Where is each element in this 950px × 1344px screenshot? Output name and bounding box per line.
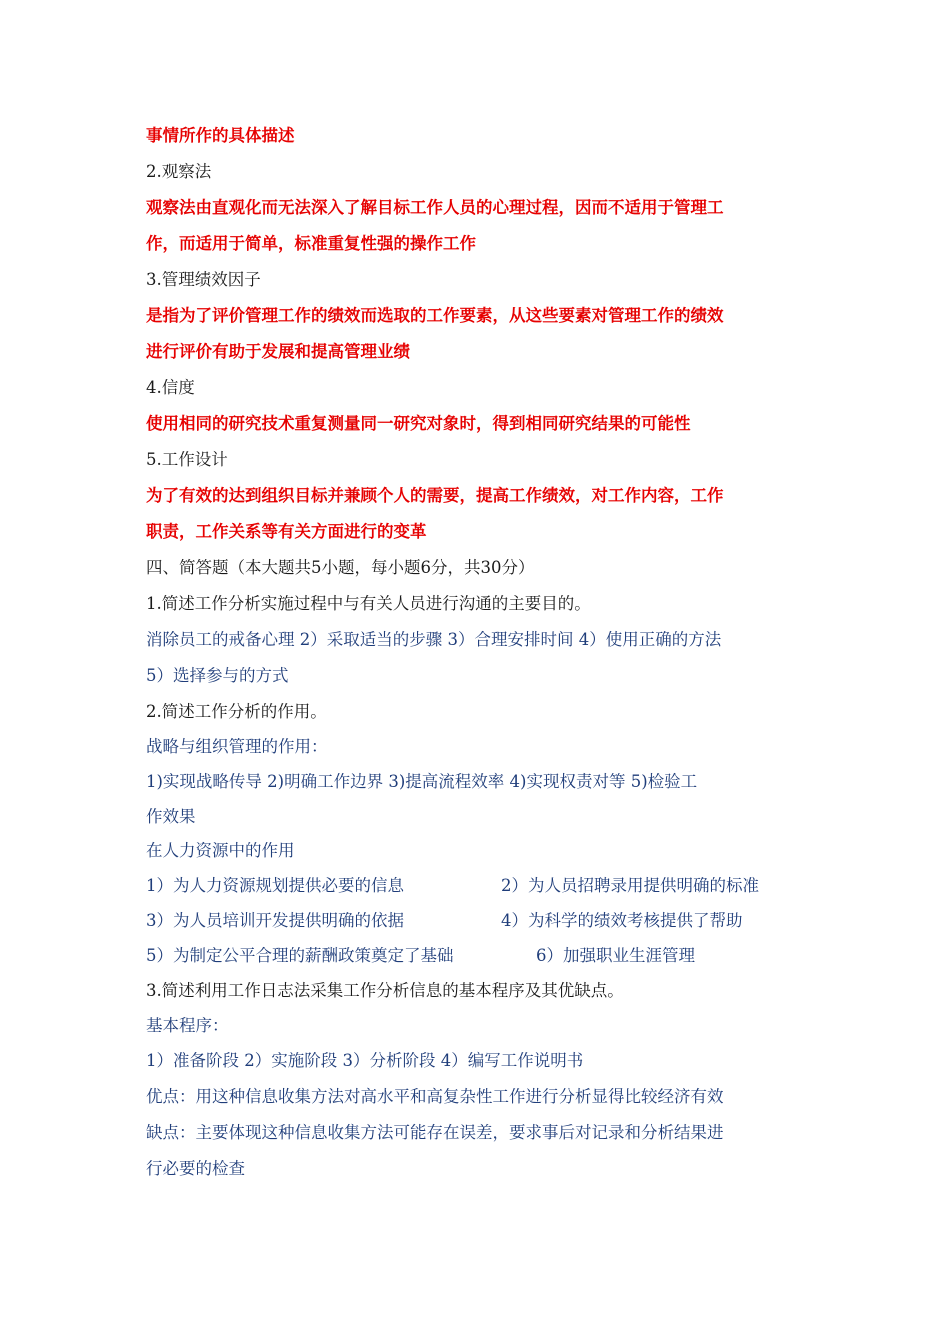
hr-role-item: 3）为人员培训开发提供明确的依据 — [146, 911, 404, 930]
question-communication-purpose: 1.简述工作分析实施过程中与有关人员进行沟通的主要目的。 — [146, 594, 591, 613]
answer-performance-factor-line-2: 进行评价有助于发展和提高管理业绩 — [146, 342, 410, 361]
answer-job-design-line-2: 职责，工作关系等有关方面进行的变革 — [146, 522, 427, 541]
question-job-design: 5.工作设计 — [146, 450, 228, 469]
answer-communication-line-2: 5）选择参与的方式 — [146, 666, 289, 685]
answer-disadvantages-line-1: 缺点：主要体现这种信息收集方法可能存在误差，要求事后对记录和分析结果进 — [146, 1123, 724, 1142]
hr-roles-row-3 — [146, 938, 812, 973]
question-performance-factor: 3.管理绩效因子 — [146, 270, 261, 289]
answer-observation-line-2: 作，而适用于简单，标准重复性强的操作工作 — [146, 234, 476, 253]
document-body — [146, 118, 812, 1187]
hr-role-item: 2）为人员招聘录用提供明确的标准 — [501, 876, 759, 895]
hr-roles-row-2 — [146, 903, 812, 938]
answer-job-design-line-1: 为了有效的达到组织目标并兼顾个人的需要，提高工作绩效，对工作内容，工作 — [146, 486, 724, 505]
answer-strategy-line-2: 作效果 — [146, 807, 196, 826]
hr-role-item: 6）加强职业生涯管理 — [536, 946, 695, 965]
answer-communication-line-1: 消除员工的戒备心理 2）采取适当的步骤 3）合理安排时间 4）使用正确的方法 — [146, 630, 722, 649]
question-observation-method: 2.观察法 — [146, 162, 212, 181]
answer-hr-subheading: 在人力资源中的作用 — [146, 841, 295, 860]
hr-role-item: 5）为制定公平合理的薪酬政策奠定了基础 — [146, 946, 454, 965]
section-4-heading: 四、简答题（本大题共5小题，每小题6分，共30分） — [146, 558, 535, 577]
answer-advantages: 优点：用这种信息收集方法对高水平和高复杂性工作进行分析显得比较经济有效 — [146, 1087, 724, 1106]
answer-disadvantages-line-2: 行必要的检查 — [146, 1159, 245, 1178]
hr-role-item: 4）为科学的绩效考核提供了帮助 — [501, 911, 743, 930]
hr-roles-row-1 — [146, 868, 812, 903]
answer-strategy-line-1: 1)实现战略传导 2)明确工作边界 3)提高流程效率 4)实现权责对等 5)检验工 — [146, 772, 698, 791]
question-job-analysis-role: 2.简述工作分析的作用。 — [146, 702, 327, 721]
answer-reliability: 使用相同的研究技术重复测量同一研究对象时，得到相同研究结果的可能性 — [146, 414, 691, 433]
answer-performance-factor-line-1: 是指为了评价管理工作的绩效而选取的工作要素，从这些要素对管理工作的绩效 — [146, 306, 724, 325]
question-work-log-method: 3.简述利用工作日志法采集工作分析信息的基本程序及其优缺点。 — [146, 981, 624, 1000]
answer-strategy-subheading: 战略与组织管理的作用： — [146, 737, 328, 756]
question-reliability: 4.信度 — [146, 378, 195, 397]
answer-procedure-subheading: 基本程序： — [146, 1016, 229, 1035]
answer-1-tail: 事情所作的具体描述 — [146, 126, 295, 145]
answer-observation-line-1: 观察法由直观化而无法深入了解目标工作人员的心理过程，因而不适用于管理工 — [146, 198, 724, 217]
hr-role-item: 1）为人力资源规划提供必要的信息 — [146, 876, 404, 895]
answer-procedure-steps: 1）准备阶段 2）实施阶段 3）分析阶段 4）编写工作说明书 — [146, 1051, 584, 1070]
